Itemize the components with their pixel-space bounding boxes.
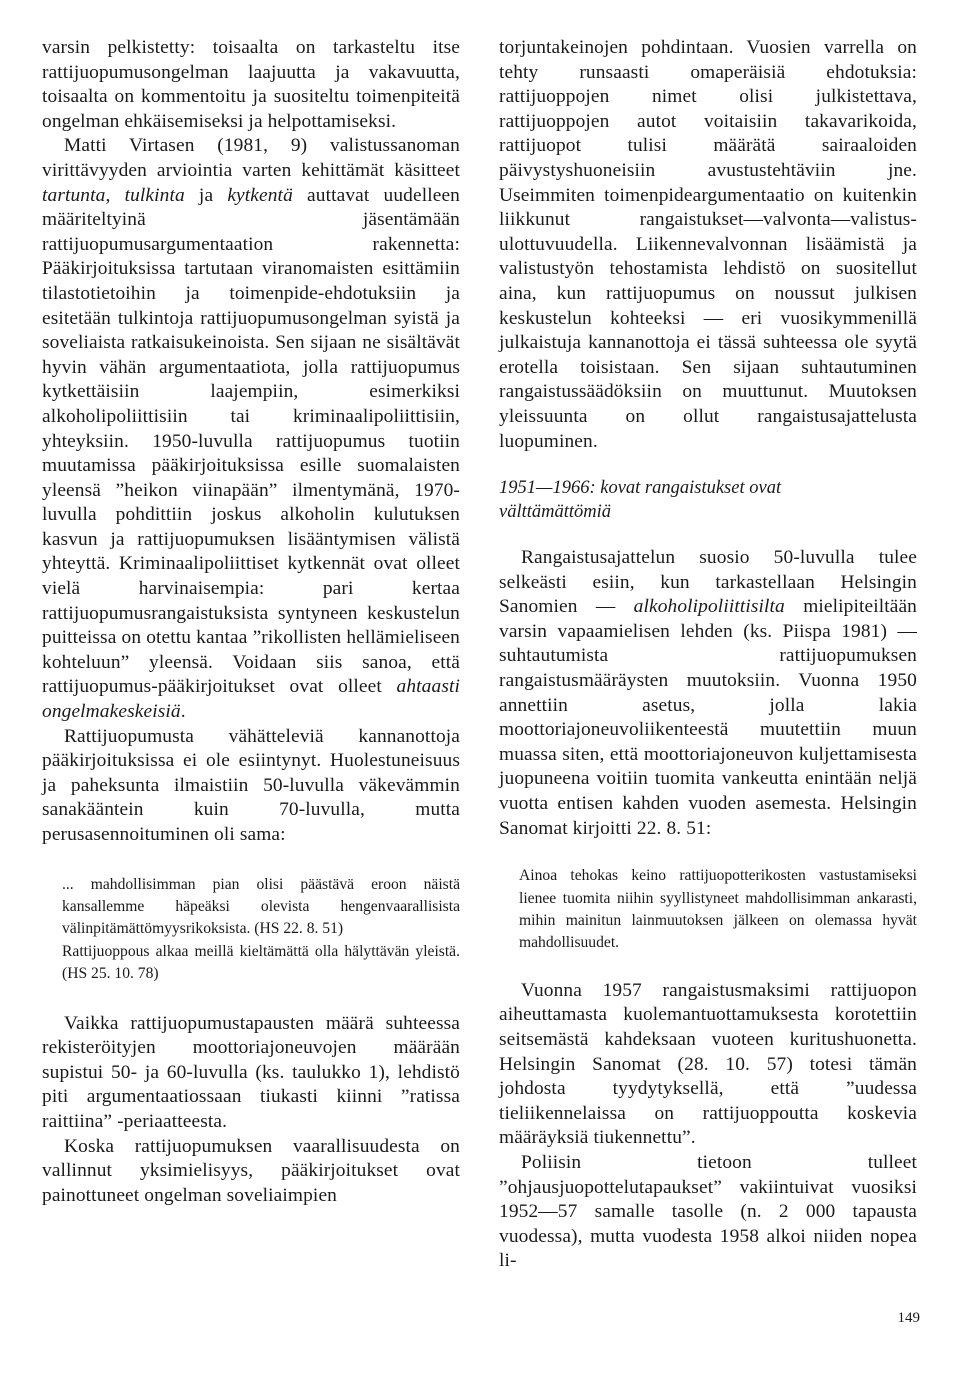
emphasis: kytkentä	[227, 184, 293, 206]
paragraph: Vaikka rattijuopumustapausten määrä suhteessa rekisteröityjen moottoriajoneuvojen määrään supistui 50- ja 60-luvulla (ks. taulukko 1), lehdistö piti argumentaatiossaan tiukasti kiinni ”ratissa raittiina” -periaatteesta.	[42, 1012, 460, 1132]
paragraph	[42, 134, 460, 724]
text-run: Rangaistusajattelun suosio 50-luvulla tulee selkeästi esiin, kun tarkastellaan Helsingin Sanomien —	[499, 547, 917, 618]
paragraph: Poliisin tietoon tulleet ”ohjausjuopottelutapaukset” vakiintuivat vuosiksi 1952—57 samalle tasolle (n. 2 000 tapausta vuodessa), mutta vuodesta 1958 alkoi niiden nopea li-	[499, 1152, 917, 1272]
heading-line: välttämättömiä	[499, 502, 612, 523]
paragraph: Rattijuopumusta vähätteleviä kannanottoja pääkirjoituksissa ei ole esiintynyt. Huolestuneisuus ja paheksunta ilmaistiin 50-luvulla väkevämmin sanakääntein kuin 70-luvulla, mutta perusasennoituminen oli sama:	[42, 725, 460, 845]
paragraph	[499, 546, 917, 841]
emphasis: ahtaasti ongelmakeskeisiä	[42, 676, 460, 723]
left-column	[42, 36, 460, 1208]
paragraph: torjuntakeinojen pohdintaan. Vuosien varrella on tehty runsaasti omaperäisiä ehdotuksia: rattijuoppojen nimet olisi julkistettava, rattijuoppojen autot voitaisiin takavarikoida, rattijuopot tulisi määrätä sairaaloiden päivystyshuoneisiin avustustehtäviin jne. Useimmiten toimenpideargumentaatio on kuitenkin liikkunut rangaistukset—valvonta—valistus-ulottuvuudella. Liikennevalvonnan lisäämistä ja valistustyön tehostamista lehdistö on suositellut aina, kun rattijuopumus on noussut julkisen keskustelun kohteeksi — eri vuosikymmenillä julkaistuja kannanottoja ei tässä suhteessa ole syytä erotella toisistaan. Sen sijaan suhtautuminen rangaistussäädöksiin on muuttunut. Muutoksen yleissuunta on ollut rangaistusajattelusta luopuminen.	[499, 37, 917, 452]
text-run: mielipiteiltään varsin vapaamielisen lehden (ks. Piispa 1981) — suhtautumista rattijuopumuksen rangaistusmääräysten muutoksiin. Vuonna 1950 annettiin asetus, jolla lakia moottoriajoneuvoliikenteestä muutettiin muun muassa siten, että moottoriajoneuvon kuljettamisesta juopuneena voitiin tuomita vankeutta enintään neljä vuotta entisen kahden vuoden asemesta. Helsingin Sanomat kirjoitti 22. 8. 51:	[499, 596, 917, 839]
text-run: ja	[184, 184, 228, 206]
paragraph: Vuonna 1957 rangaistusmaksimi rattijuopon aiheuttamasta kuolemantuottamuksesta korotettiin seitsemästä kahdeksaan vuoteen kuritushuonetta. Helsingin Sanomat (28. 10. 57) totesi tämän johdosta tyydytyksellä, että ”uudessa tieliikennelaissa on rattijuoppoutta koskevia määräyksiä tiukennettu”.	[499, 979, 917, 1149]
heading-line: 1951—1966: kovat rangaistukset ovat	[499, 478, 782, 499]
emphasis: tartunta	[42, 184, 106, 206]
emphasis: alkoholipoliittisilta	[633, 596, 785, 618]
page-number: 149	[897, 1310, 920, 1326]
emphasis: tulkinta	[124, 184, 185, 206]
block-quote: ... mahdollisimman pian olisi päästävä eroon näistä kansallemme häpeäksi olevista hengenvaarallisista välinpitämättömyysrikoksista. (HS 22. 8. 51)	[62, 875, 460, 938]
section-heading	[499, 476, 917, 524]
block-quote: Ainoa tehokas keino rattijuopotterikosten vastustamiseksi lienee tuomita niihin syyllistyneet mahdollisimman ankarasti, mihin mainitun lainmuutoksen jälkeen on olemassa hyvät mahdollisuudet.	[519, 867, 917, 952]
text-run: .	[180, 701, 186, 723]
paragraph: Koska rattijuopumuksen vaarallisuudesta on vallinnut yksimielisyys, pääkirjoitukset ovat painottuneet ongelman soveliaimpien	[42, 1135, 460, 1206]
right-column	[499, 36, 917, 1274]
text-run: Matti Virtasen (1981, 9) valistussanoman virittävyyden arviointia varten kehittämät käsitteet	[42, 135, 460, 181]
text-run: ,	[105, 184, 125, 206]
text-run: auttavat uudelleen määriteltyinä jäsentämään rattijuopumusargumentaation rakennetta: Pääkirjoituksissa tartutaan viranomaisten esittämiin tilastotietoihin ja toimenpide-ehdotuksiin ja esitetään tulkintoja rattijuopumusongelman syistä ja soveliaista ratkaisukeinoista. Sen sijaan ne sisältävät hyvin vähän argumentaatiota, jolla rattijuopumus kytkettäisiin laajempiin, esimerkiksi alkoholipoliittisiin tai kriminaalipoliittisiin, yhteyksiin. 1950-luvulla rattijuopumus tuotiin muutamissa pääkirjoituksissa esille suomalaisten yleensä ”heikon viinapään” ilmentymänä, 1970-luvulla pohdittiin joskus alkoholin kulutuksen kasvun ja rattijuopumuksen lisääntymisen välistä yhteyttä. Kriminaalipoliittiset kytkennät ovat olleet vielä harvinaisempia: pari kertaa rattijuopumusrangaistuksista syntyneen keskustelun puitteissa on otettu kantaa ”rikollisten hellämieliseen kohteluun” yleensä. Voidaan siis sanoa, että rattijuopumus-pääkirjoitukset ovat olleet	[42, 184, 460, 698]
block-quote: Rattijuoppous alkaa meillä kieltämättä olla hälyttävän yleistä. (HS 25. 10. 78)	[62, 942, 460, 983]
paragraph: varsin pelkistetty: toisaalta on tarkasteltu itse rattijuopumusongelman laajuutta ja vakavuutta, toisaalta on kommentoitu ja suositeltu toimenpiteitä ongelman ehkäisemiseksi ja helpottamiseksi.	[42, 37, 460, 132]
